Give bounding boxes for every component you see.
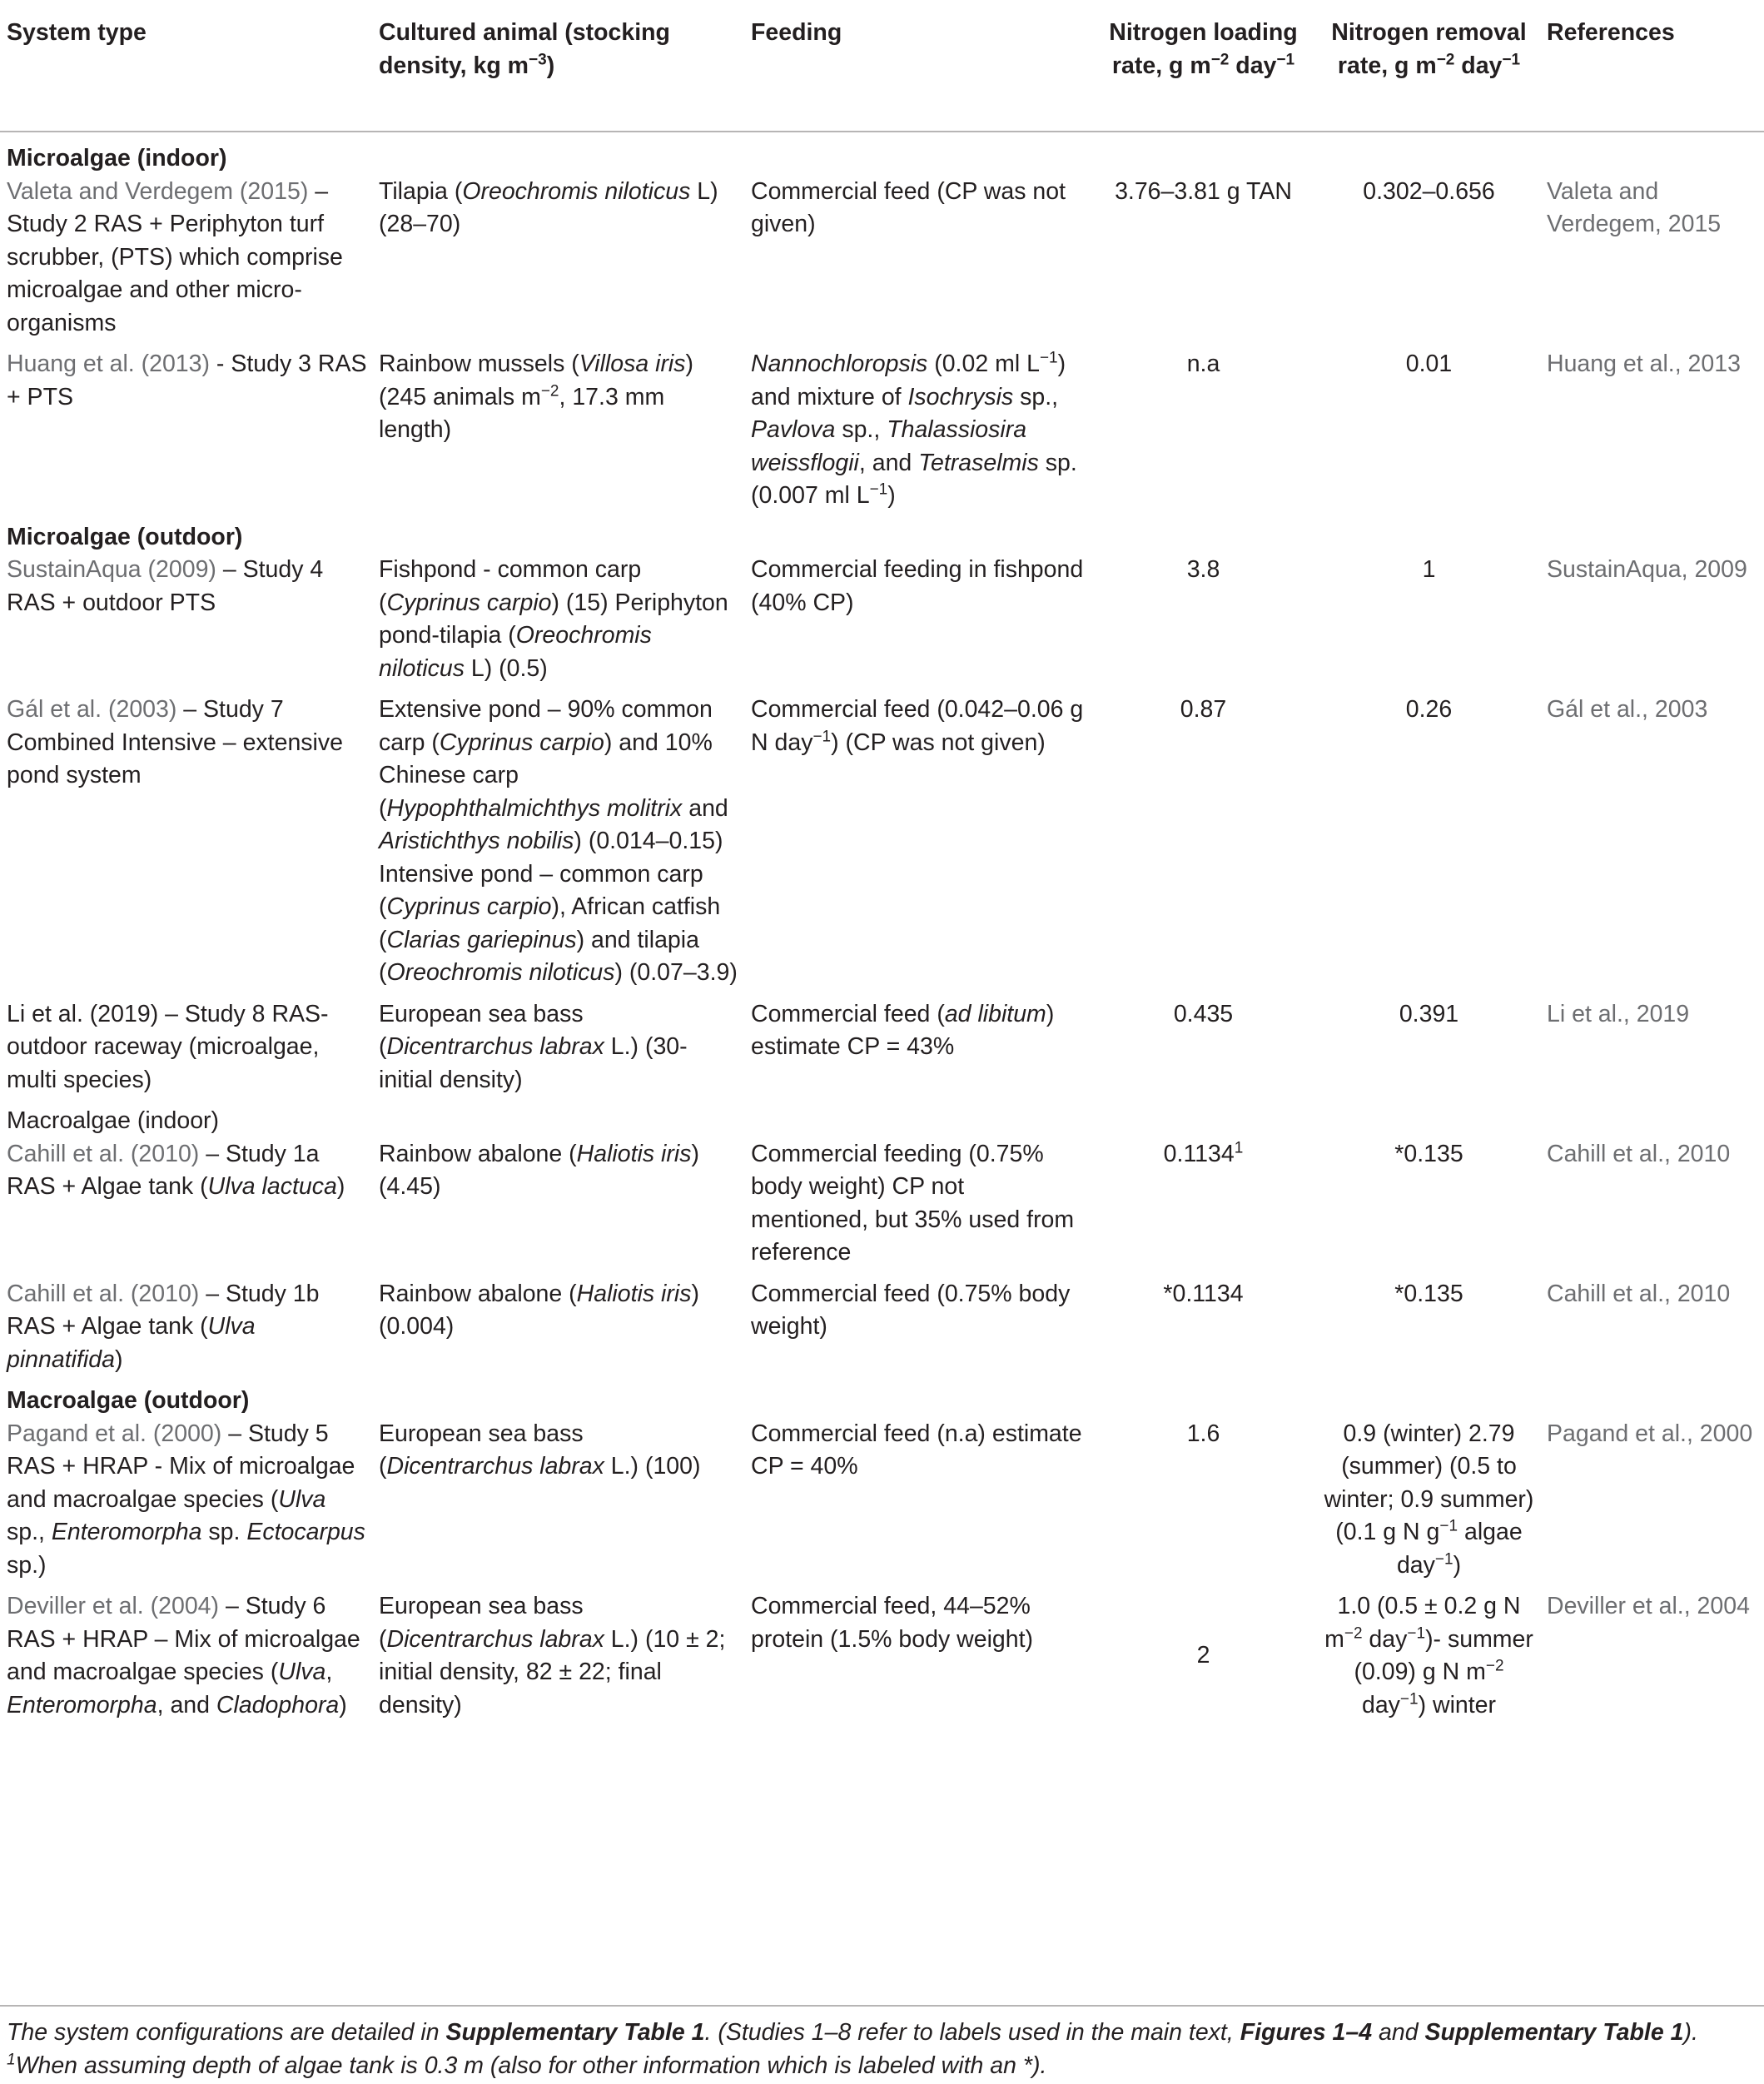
cell-nitrogen-removal: *0.135	[1394, 1140, 1463, 1167]
cell-cultured-animal: European sea bass (Dicentrarchus labrax L.) (100)	[379, 1420, 701, 1480]
cell-nitrogen-removal: 1	[1422, 556, 1436, 583]
cell-feeding: Commercial feed (0.042–0.06 g N day$^{-1}$) (CP was not given)	[751, 696, 1084, 756]
table-header-row	[0, 0, 1764, 132]
cell-reference: Valeta and Verdegem, 2015	[1547, 177, 1722, 237]
cell-reference: Gál et al., 2003	[1547, 696, 1708, 723]
section-row-microalgae-outdoor	[0, 521, 1764, 555]
cell-reference: Li et al., 2019	[1547, 1000, 1690, 1027]
section-label: Microalgae (outdoor)	[7, 523, 243, 550]
cell-reference: Cahill et al., 2010	[1547, 1140, 1731, 1167]
cell-feeding: Commercial feeding in fishpond (40% CP)	[751, 556, 1084, 616]
section-label: Microalgae (indoor)	[7, 145, 227, 172]
cell-system-type: Pagand et al. (2000) – Study 5 RAS + HRAP - Mix of microalgae and macroalgae species (Ulva sp., Enteromorpha sp. Ectocarpus sp.)	[7, 1420, 365, 1579]
table-footnote: The system configurations are detailed in Supplementary Table 1. (Studies 1–8 refer to labels used in the main text, Figures 1–4 and Supplementary Table 1). $^1$When assuming depth of algae tank is 0.3 m (also for other information which is labeled with an *).	[7, 2019, 1698, 2079]
cell-reference: Huang et al., 2013	[1547, 351, 1741, 377]
cell-nitrogen-removal: 0.302–0.656	[1363, 177, 1495, 205]
cell-system-type: Cahill et al. (2010) – Study 1a RAS + Algae tank (Ulva lactuca)	[7, 1140, 345, 1200]
table-row	[0, 554, 1764, 694]
cell-nitrogen-loading: 3.76–3.81 g TAN	[1115, 177, 1292, 205]
cell-system-type: Gál et al. (2003) – Study 7 Combined Intensive – extensive pond system	[7, 696, 343, 788]
cell-nitrogen-loading: 0.1134$^1$	[1163, 1139, 1244, 1167]
cell-nitrogen-loading: 2	[1196, 1642, 1210, 1669]
cell-feeding: Commercial feed (0.75% body weight)	[751, 1280, 1071, 1340]
cell-nitrogen-removal: 0.26	[1405, 696, 1453, 723]
cell-reference: Deviller et al., 2004	[1547, 1593, 1750, 1619]
cell-reference: Pagand et al., 2000	[1547, 1420, 1753, 1447]
cell-system-type: Cahill et al. (2010) – Study 1b RAS + Algae tank (Ulva pinnatifida)	[7, 1280, 320, 1373]
cell-feeding: Commercial feed (CP was not given)	[751, 177, 1066, 237]
cell-system-type: Deviller et al. (2004) – Study 6 RAS + HRAP – Mix of microalgae and macroalgae species (Ulva, Enteromorpha, and Cladophora)	[7, 1593, 360, 1718]
table-bottom-rule	[0, 2005, 1764, 2007]
table-row	[0, 694, 1764, 998]
cell-nitrogen-loading: 0.435	[1173, 1000, 1234, 1027]
cell-feeding: Commercial feeding (0.75% body weight) CP not mentioned, but 35% used from reference	[751, 1140, 1075, 1266]
cell-nitrogen-loading: *0.1134	[1163, 1280, 1244, 1307]
cell-nitrogen-removal: *0.135	[1394, 1280, 1463, 1307]
cell-system-type: Huang et al. (2013) - Study 3 RAS + PTS	[7, 351, 367, 410]
cell-cultured-animal: Fishpond - common carp (Cyprinus carpio) (15) Periphyton pond-tilapia (Oreochromis niloticus L) (0.5)	[379, 556, 728, 682]
table-row	[0, 176, 1764, 349]
cell-feeding: Commercial feed (n.a) estimate CP = 40%	[751, 1420, 1082, 1480]
cell-nitrogen-removal: 0.01	[1405, 351, 1453, 377]
cell-cultured-animal: Extensive pond – 90% common carp (Cyprinus carpio) and 10% Chinese carp (Hypophthalmichthys molitrix and Aristichthys nobilis) (0.014–0.15) Intensive pond – common carp (Cyprinus carpio), African catfish (Clarias gariepinus) and tilapia (Oreochromis niloticus) (0.07–3.9)	[379, 696, 738, 986]
cell-reference: Cahill et al., 2010	[1547, 1280, 1731, 1307]
header-cultured-animal: Cultured animal (stocking density, kg $m^{-3}$)	[372, 0, 744, 132]
cell-feeding: Commercial feed, 44–52% protein (1.5% body weight)	[751, 1593, 1034, 1653]
cell-cultured-animal: Rainbow abalone (Haliotis iris) (0.004)	[379, 1280, 699, 1340]
cell-cultured-animal: Tilapia (Oreochromis niloticus L) (28–70)	[379, 177, 718, 237]
cell-cultured-animal: Rainbow mussels (Villosa iris) (245 animals $m^{-2}$, 17.3 mm length)	[379, 351, 694, 443]
table-row	[0, 1590, 1764, 1730]
cell-reference: SustainAqua, 2009	[1547, 556, 1747, 583]
table-row	[0, 998, 1764, 1106]
header-feeding: Feeding	[744, 0, 1089, 132]
cell-nitrogen-removal: 0.9 (winter) 2.79 (summer) (0.5 to winter; 0.9 summer) (0.1 g N $g^{-1}$ algae day$^{-1}$)	[1324, 1420, 1534, 1579]
cell-nitrogen-loading: 1.6	[1186, 1420, 1220, 1447]
cell-cultured-animal: European sea bass (Dicentrarchus labrax L.) (10 ± 2; initial density, 82 ± 22; final density)	[379, 1593, 726, 1718]
section-row-macroalgae-outdoor	[0, 1385, 1764, 1418]
cell-nitrogen-removal: 1.0 (0.5 ± 0.2 g N $m^{-2}$ day$^{-1}$)- summer (0.09) g N $m^{-2}$ day$^{-1}$) winter	[1324, 1593, 1533, 1718]
cell-cultured-animal: Rainbow abalone (Haliotis iris) (4.45)	[379, 1140, 699, 1200]
cell-feeding: Nannochloropsis (0.02 ml $L^{-1}$) and mixture of Isochrysis sp., Pavlova sp., Thalassiosira weissflogii, and Tetraselmis sp. (0.007 ml $L^{-1}$)	[751, 349, 1077, 509]
table-row	[0, 1418, 1764, 1591]
header-nitrogen-loading: Nitrogen loading rate, g $m^{-2}$ day$^{-1}$	[1089, 0, 1314, 132]
table-row	[0, 348, 1764, 521]
cell-feeding: Commercial feed (ad libitum) estimate CP = 43%	[751, 1000, 1055, 1060]
cell-system-type: SustainAqua (2009) – Study 4 RAS + outdoor PTS	[7, 556, 324, 616]
cell-nitrogen-loading: 3.8	[1186, 556, 1220, 583]
section-row-microalgae-indoor	[0, 132, 1764, 176]
cell-nitrogen-loading: 0.87	[1180, 696, 1227, 723]
header-references: References	[1540, 0, 1764, 132]
cell-nitrogen-loading: n.a	[1186, 351, 1220, 377]
table-row	[0, 1138, 1764, 1278]
cell-system-type: Valeta and Verdegem (2015) – Study 2 RAS + Periphyton turf scrubber, (PTS) which comprise microalgae and other micro-organisms	[7, 177, 343, 336]
table-row	[0, 1278, 1764, 1385]
header-nitrogen-removal: Nitrogen removal rate, g $m^{-2}$ day$^{-1}$	[1314, 0, 1540, 132]
cell-cultured-animal: European sea bass (Dicentrarchus labrax L.) (30- initial density)	[379, 1000, 688, 1093]
cell-system-type: Li et al. (2019) – Study 8 RAS- outdoor raceway (microalgae, multi species)	[7, 1000, 329, 1093]
section-label: Macroalgae (outdoor)	[7, 1387, 250, 1414]
section-label: Macroalgae (indoor)	[7, 1107, 220, 1134]
section-row-macroalgae-indoor	[0, 1105, 1764, 1138]
cell-nitrogen-removal: 0.391	[1399, 1000, 1459, 1027]
header-system-type: System type	[0, 0, 372, 132]
